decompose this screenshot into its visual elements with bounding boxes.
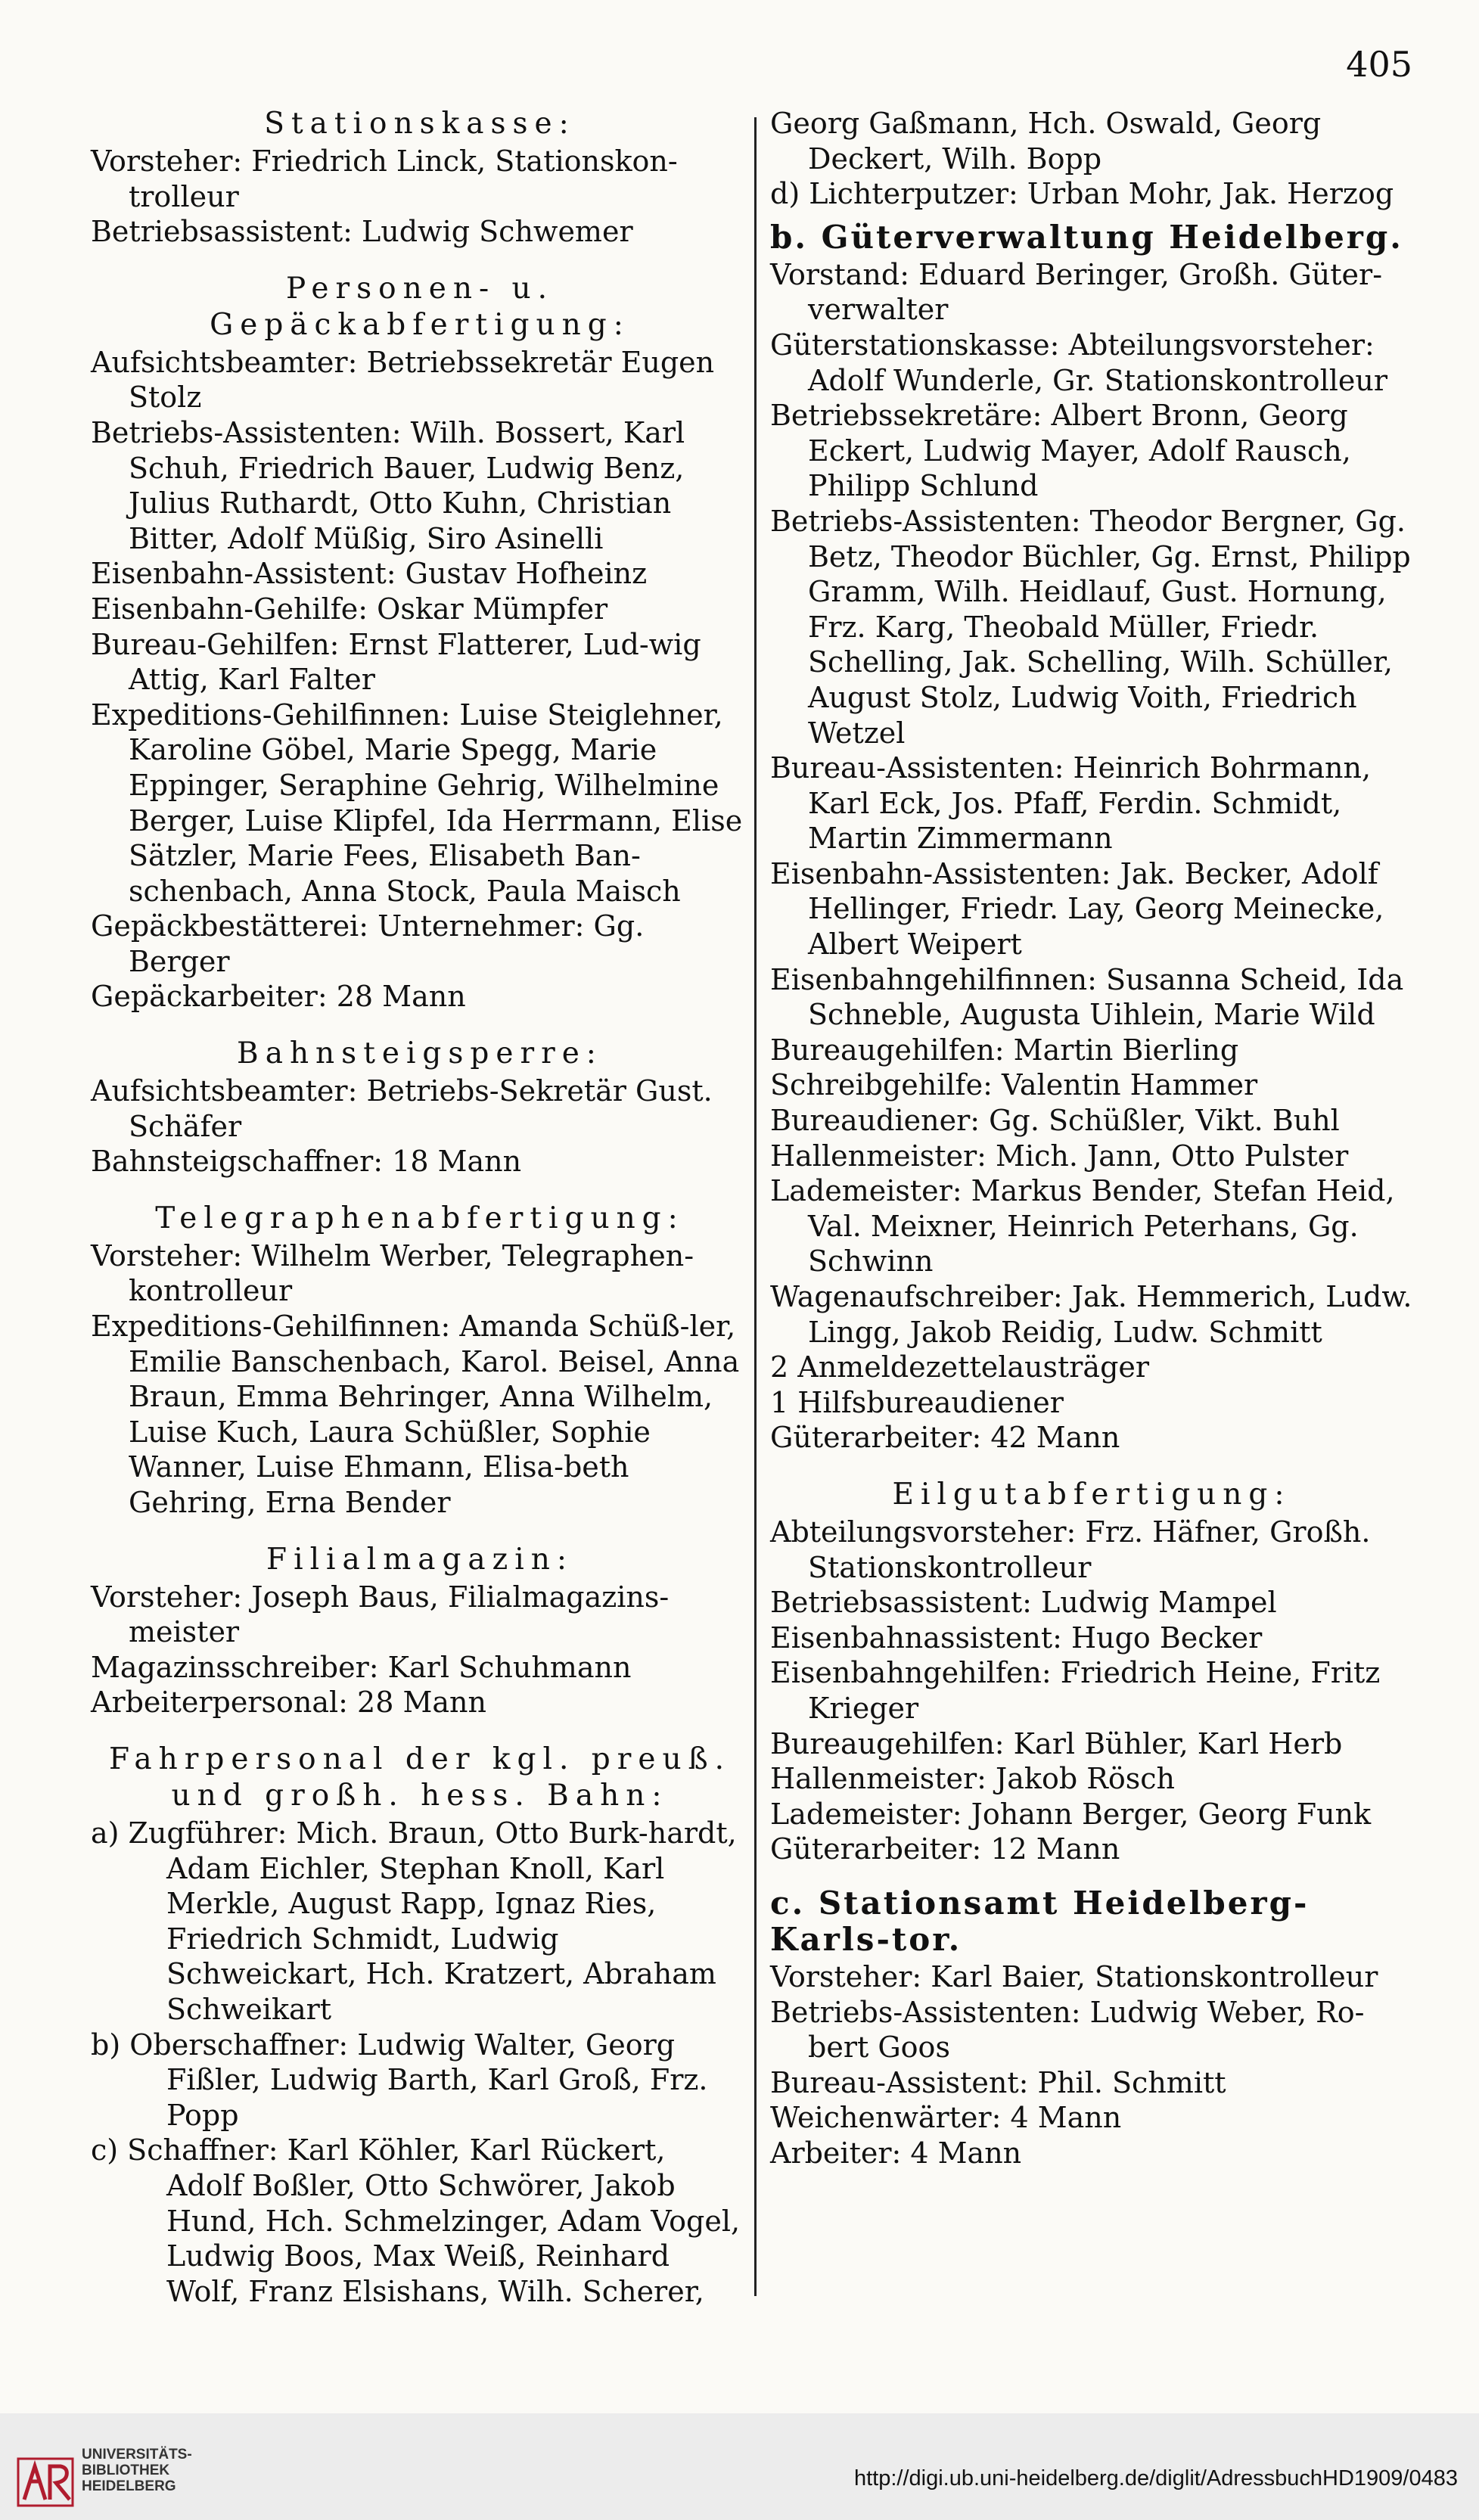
directory-entry: Betriebssekretäre: Albert Bronn, Georg Eckert, Ludwig Mayer, Adolf Rausch, Philipp Schlund — [770, 399, 1351, 503]
directory-entry: Hallenmeister: Mich. Jann, Otto Pulster — [770, 1139, 1349, 1173]
directory-entry: Bureaugehilfen: Martin Bierling — [770, 1033, 1239, 1067]
directory-entry: 1 Hilfsbureaudiener — [770, 1385, 1064, 1419]
directory-entry: Expeditions-Gehilfinnen: Luise Steiglehner, Karoline Göbel, Marie Spegg, Marie Eppinger, Seraphine Gehrig, Wilhelmine Berger, Luise Klipfel, Ida Herrmann, Elise Sätzler, Marie Fees, Elisabeth Ban-schenbach, Anna Stock, Paula Maisch — [91, 698, 743, 908]
directory-entry: Gepäckbestätterei: Unternehmer: Gg. Berger — [91, 909, 645, 978]
directory-entry: Betriebs-Assistenten: Ludwig Weber, Ro-bert Goos — [770, 1995, 1365, 2065]
directory-entry: Vorstand: Eduard Beringer, Großh. Güter-verwalter — [770, 257, 1383, 327]
directory-entry: Eisenbahngehilfen: Friedrich Heine, Fritz Krieger — [770, 1656, 1381, 1725]
directory-entry: Bureau-Gehilfen: Ernst Flatterer, Lud-wig Attig, Karl Falter — [91, 627, 701, 697]
directory-entry: Weichenwärter: 4 Mann — [770, 2101, 1122, 2135]
directory-entry: Magazinsschreiber: Karl Schuhmann — [91, 1650, 632, 1684]
section-heading: Stationskasse: — [264, 107, 576, 141]
directory-entry: Wagenaufschreiber: Jak. Hemmerich, Ludw. Lingg, Jakob Reidig, Ludw. Schmitt — [770, 1280, 1412, 1349]
directory-entry: Georg Gaßmann, Hch. Oswald, Georg Deckert, Wilh. Bopp — [770, 107, 1322, 176]
directory-entry: Vorsteher: Friedrich Linck, Stationskon-trolleur — [91, 144, 678, 213]
directory-entry: Hallenmeister: Jakob Rösch — [770, 1762, 1175, 1796]
directory-entry: Arbeiterpersonal: 28 Mann — [91, 1686, 486, 1720]
page-number: 405 — [1346, 44, 1412, 85]
section-heading: Eilgutabfertigung: — [892, 1477, 1291, 1512]
directory-entry: d) Lichterputzer: Urban Mohr, Jak. Herzog — [770, 177, 1394, 211]
directory-entry: c) Schaffner: Karl Köhler, Karl Rückert, Adolf Boßler, Otto Schwörer, Jakob Hund, Hch. Schmelzinger, Adam Vogel, Ludwig Boos, Max Weiß, Reinhard Wolf, Franz Elsishans, Wilh. Scherer, — [91, 2133, 741, 2308]
section-heading: c. Stationsamt Heidelberg-Karls-tor. — [770, 1884, 1310, 1958]
directory-entry: b) Oberschaffner: Ludwig Walter, Georg Fißler, Ludwig Barth, Karl Groß, Frz. Popp — [91, 2027, 708, 2132]
section-heading: Fahrpersonal der kgl. preuß. und großh. hess. Bahn: — [108, 1742, 732, 1813]
directory-entry: Eisenbahn-Assistenten: Jak. Becker, Adolf Hellinger, Friedr. Lay, Georg Meinecke, Albert Weipert — [770, 856, 1384, 962]
directory-entry: Lademeister: Johann Berger, Georg Funk — [770, 1797, 1372, 1831]
directory-entry: 2 Anmeldezettelausträger — [770, 1350, 1150, 1384]
directory-entry: Betriebs-Assistenten: Theodor Bergner, Gg. Betz, Theodor Büchler, Gg. Ernst, Philipp Gramm, Wilh. Heidlauf, Gust. Hornung, Frz. Karg, Theobald Müller, Friedr. Schelling, Jak. Schelling, Wilh. Schüller, August Stolz, Ludwig Voith, Friedrich Wetzel — [770, 504, 1411, 750]
directory-entry: Aufsichtsbeamter: Betriebssekretär Eugen Stolz — [91, 345, 715, 415]
section-heading: Filialmagazin: — [266, 1542, 573, 1577]
logo-line: BIBLIOTHEK — [82, 2463, 170, 2478]
library-logo-icon — [17, 2451, 74, 2509]
directory-entry: Abteilungsvorsteher: Frz. Häfner, Großh. Stationskontrolleur — [770, 1515, 1371, 1584]
directory-entry: Güterstationskasse: Abteilungsvorsteher: Adolf Wunderle, Gr. Stationskontrolleur — [770, 328, 1388, 397]
directory-entry: Expeditions-Gehilfinnen: Amanda Schüß-ler, Emilie Banschenbach, Karol. Beisel, Anna Braun, Emma Behringer, Anna Wilhelm, Luise Kuch, Laura Schüßler, Sophie Wanner, Luise Ehmann, Elisa-beth Gehring, Erna Bender — [91, 1310, 740, 1519]
section-heading: Personen- u. Gepäckabfertigung: — [210, 271, 630, 342]
directory-entry: Vorsteher: Karl Baier, Stationskontrolleur — [770, 1959, 1378, 1993]
directory-entry: Eisenbahn-Assistent: Gustav Hofheinz — [91, 557, 648, 591]
directory-entry: Vorsteher: Joseph Baus, Filialmagazins-meister — [91, 1580, 670, 1649]
library-logo-text — [82, 2447, 192, 2494]
directory-entry: Betriebs-Assistenten: Wilh. Bossert, Karl Schuh, Friedrich Bauer, Ludwig Benz, Julius Ruthardt, Otto Kuhn, Christian Bitter, Adolf Müßig, Siro Asinelli — [91, 415, 685, 555]
column-divider — [754, 117, 757, 2296]
directory-entry: Betriebsassistent: Ludwig Schwemer — [91, 215, 633, 249]
footer-bar — [0, 2413, 1479, 2520]
directory-entry: Arbeiter: 4 Mann — [770, 2136, 1022, 2170]
directory-entry: Eisenbahngehilfinnen: Susanna Scheid, Ida Schneble, Augusta Uihlein, Marie Wild — [770, 962, 1404, 1032]
directory-entry: Bureau-Assistent: Phil. Schmitt — [770, 2065, 1226, 2099]
directory-entry: Schreibgehilfe: Valentin Hammer — [770, 1068, 1258, 1102]
directory-entry: Bahnsteigschaffner: 18 Mann — [91, 1145, 522, 1179]
directory-entry: Bureaudiener: Gg. Schüßler, Vikt. Buhl — [770, 1104, 1340, 1138]
section-heading: Telegraphenabfertigung: — [155, 1201, 685, 1235]
directory-entry: Lademeister: Markus Bender, Stefan Heid, Val. Meixner, Heinrich Peterhans, Gg. Schwinn — [770, 1174, 1395, 1279]
directory-entry: Eisenbahnassistent: Hugo Becker — [770, 1620, 1263, 1655]
left-column — [91, 106, 749, 2309]
directory-entry: Betriebsassistent: Ludwig Mampel — [770, 1586, 1277, 1620]
right-column — [770, 106, 1413, 2170]
directory-entry: Bureau-Assistenten: Heinrich Bohrmann, Karl Eck, Jos. Pfaff, Ferdin. Schmidt, Martin Zimmermann — [770, 751, 1372, 856]
directory-entry: Eisenbahn-Gehilfe: Oskar Mümpfer — [91, 592, 608, 626]
directory-entry: Güterarbeiter: 12 Mann — [770, 1832, 1120, 1866]
section-heading: Bahnsteigsperre: — [237, 1036, 603, 1071]
logo-line: UNIVERSITÄTS- — [82, 2447, 192, 2463]
directory-entry: Vorsteher: Wilhelm Werber, Telegraphen-kontrolleur — [91, 1238, 694, 1308]
directory-entry: Aufsichtsbeamter: Betriebs-Sekretär Gust. Schäfer — [91, 1074, 713, 1143]
directory-entry: Bureaugehilfen: Karl Bühler, Karl Herb — [770, 1726, 1343, 1760]
source-url-link[interactable]: http://digi.ub.uni-heidelberg.de/diglit/AdressbuchHD1909/0483 — [853, 2466, 1458, 2490]
directory-entry: Güterarbeiter: 42 Mann — [770, 1421, 1120, 1455]
directory-entry: a) Zugführer: Mich. Braun, Otto Burk-hardt, Adam Eichler, Stephan Knoll, Karl Merkle, August Rapp, Ignaz Ries, Friedrich Schmidt, Ludwig Schweickart, Hch. Kratzert, Abraham Schweikart — [91, 1816, 737, 2026]
logo-line: HEIDELBERG — [82, 2478, 176, 2494]
section-heading: b. Güterverwaltung Heidelberg. — [770, 218, 1403, 256]
directory-entry: Gepäckarbeiter: 28 Mann — [91, 980, 466, 1014]
